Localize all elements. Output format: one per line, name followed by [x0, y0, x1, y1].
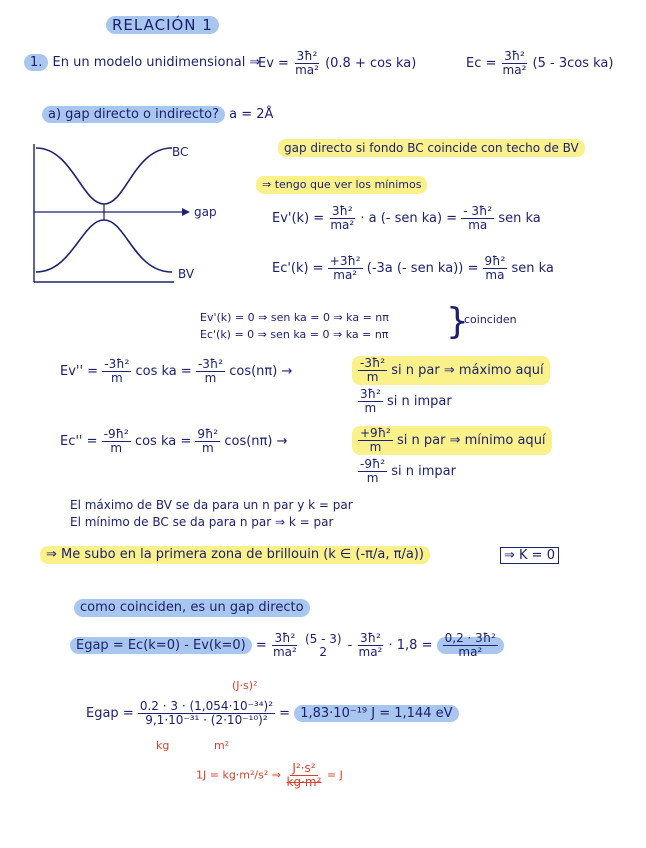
ec-second [60, 428, 288, 455]
ev-prime [272, 205, 541, 232]
ev-formula [258, 50, 416, 77]
zeros-line-2: Ec'(k) = 0 ⇒ sen ka = 0 ⇒ ka = nπ [200, 328, 389, 341]
ec-prime [272, 255, 554, 282]
ec-case-even: $\frac{\text{+9ħ²}}{m}$ si n par ⇒ mínimo aquí [352, 426, 552, 455]
bv-label: BV [178, 267, 195, 281]
bv-curve [36, 220, 172, 272]
ecp-eq: = [467, 261, 479, 276]
k-zero-result: ⇒ K = 0 [500, 548, 559, 564]
brillouin-line [40, 546, 430, 564]
egap-numeric [86, 700, 459, 727]
egapn-eq: = [279, 706, 291, 721]
zeros-note: coinciden [464, 313, 517, 326]
ecp-lhs: Ec'(k) = [272, 261, 324, 276]
ev-lhs: Ev = [258, 56, 289, 71]
exp-note: (J·s)² [232, 679, 258, 692]
part-a-label: a) gap directo o indirecto? [42, 106, 225, 123]
zeros-line-1: Ev'(k) = 0 ⇒ sen ka = 0 ⇒ ka = nπ [200, 311, 389, 324]
problem-statement: En un modelo unidimensional ⇒ [52, 55, 261, 70]
egap-frac2: $\frac{\text{3ħ²}}{\text{ma²}}$ [358, 631, 383, 659]
evp-end: sen ka [498, 211, 541, 226]
bc-label: BC [172, 145, 189, 159]
evs-frac2: $\frac{\text{-3ħ²}}{m}$ [197, 357, 224, 385]
ev-case-even: $\frac{\text{-3ħ²}}{m}$ si n par ⇒ máximo aquí [352, 356, 550, 385]
problem-number: 1. [24, 54, 48, 71]
evp-frac: $\frac{\text{3ħ²}}{\text{ma²}}$ [330, 204, 355, 232]
units-line: 1J = kg·m²/s² [196, 768, 269, 782]
evp-lhs: Ev'(k) = [272, 211, 325, 226]
gap-label: gap [194, 205, 217, 219]
brillouin-text: ⇒ Me subo en la primera zona de brillouin [46, 547, 320, 562]
evs-lhs: Ev'' = [60, 364, 99, 379]
egap-eq: = [255, 638, 267, 653]
ec-rest: (5 - 3cos ka) [532, 56, 614, 71]
units-tail: = J [326, 768, 343, 782]
evp-frac2: $\frac{\text{- 3ħ²}}{ma}$ [463, 204, 493, 232]
evs-arrow: → [281, 364, 293, 379]
part-a-line [42, 107, 273, 123]
egap-paren: (5 - 3) 2 [304, 631, 342, 659]
units-check [196, 762, 343, 789]
egap-eq2: = [421, 638, 433, 653]
ec-formula [466, 50, 613, 77]
unit-kg: kg [156, 739, 170, 752]
evs-end: cos(nπ) [229, 364, 278, 379]
evp-mid: · a (- sen ka) [360, 211, 443, 226]
ecp-mid: (-3a (- sen ka)) [366, 261, 464, 276]
ev-fraction: $\frac{\text{3ħ²}}{\text{ma²}}$ [295, 49, 319, 77]
ec-lhs: Ec = [466, 56, 497, 71]
units-frac: $\frac{\text{J²·s²}}{\text{kg·m²}}$ [286, 761, 322, 789]
direct-gap-note: como coinciden, es un gap directo [74, 599, 310, 617]
egapn-result: 1,83·10⁻¹⁹ J = 1,144 eV [294, 705, 458, 722]
gap-arrow-icon [182, 208, 190, 216]
units-arrow: ⇒ [271, 768, 281, 782]
ec-case-odd: $\frac{\text{-9ħ²}}{m}$ si n impar [360, 457, 456, 485]
evs-mid: cos ka [135, 364, 177, 379]
evp-eq: = [446, 211, 458, 226]
evs-frac: $\frac{\text{-3ħ²}}{m}$ [104, 357, 130, 385]
egap-lhs: Egap = Ec(k=0) - Ev(k=0) [70, 637, 252, 654]
problem-line [24, 55, 260, 71]
unit-m2: m² [214, 739, 230, 752]
ev-case-odd: $\frac{\text{3ħ²}}{m}$ si n impar [360, 387, 452, 415]
egap-times: · 1,8 [388, 638, 418, 653]
egapn-lhs: Egap = [86, 706, 134, 721]
ecs-frac2: $\frac{\text{9ħ²}}{m}$ [197, 427, 219, 455]
ev-second [60, 358, 292, 385]
bc-curve [36, 148, 172, 204]
ec-fraction: $\frac{\text{3ħ²}}{\text{ma²}}$ [502, 49, 527, 77]
page-title: RELACIÓN 1 [106, 16, 219, 34]
gap-rule: gap directo si fondo BC coincide con techo de BV [278, 139, 585, 157]
conclusion-bc: El mínimo de BC se da para n par ⇒ k = par [70, 515, 334, 529]
ecp-frac: $\frac{\text{+3ħ²}}{\text{ma²}}$ [329, 254, 361, 282]
zeros-brace: } [446, 301, 469, 342]
ecs-eq: = [180, 434, 192, 449]
ev-rest: (0.8 + cos ka) [325, 56, 417, 71]
lattice-constant: a = 2Å [229, 107, 274, 122]
conclusion-bv: El máximo de BV se da para un n par y k = par [70, 498, 353, 512]
ecp-frac2: $\frac{\text{9ħ²}}{ma}$ [484, 254, 506, 282]
ecs-arrow: → [276, 434, 288, 449]
ecp-end: sen ka [511, 261, 554, 276]
minimos-note: ⇒ tengo que ver los mínimos [256, 176, 427, 194]
evs-eq: = [180, 364, 192, 379]
egap-minus: - [347, 638, 353, 653]
egapn-frac: $\frac{\text{0.2 · 3 · (1,054·10⁻³⁴)²}}{\text{9,1·10⁻³¹ · (2·10⁻¹⁰)²}}$ [139, 699, 274, 727]
egap-formula [70, 632, 504, 659]
egap-frac: $\frac{\text{3ħ²}}{\text{ma²}}$ [272, 631, 297, 659]
egap-result: $\frac{\text{0,2 · 3ħ²}}{\text{ma²}}$ [437, 637, 504, 654]
ecs-lhs: Ec'' = [60, 434, 98, 449]
ecs-frac: $\frac{\text{-9ħ²}}{m}$ [103, 427, 129, 455]
ecs-end: cos(nπ) [224, 434, 273, 449]
ecs-mid: cos ka [134, 434, 177, 449]
brillouin-interval: (k ∈ (-π/a, π/a)) [323, 547, 424, 562]
